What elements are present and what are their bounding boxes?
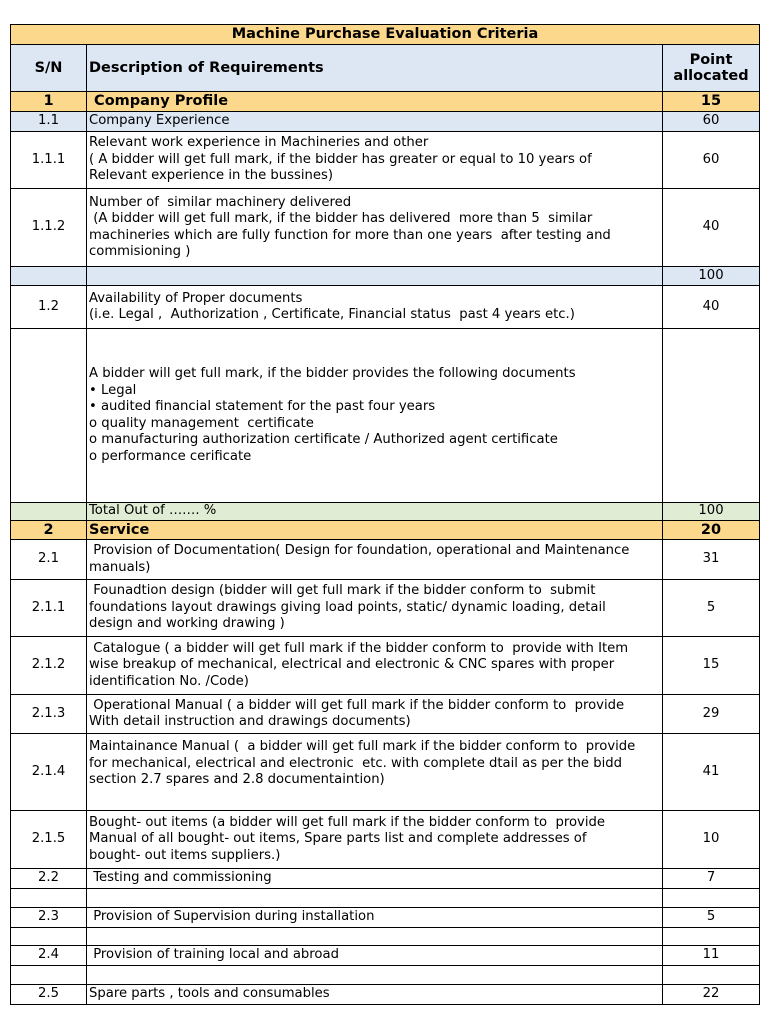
description-line: Provision of training local and abroad <box>89 947 339 963</box>
description-line: Relevant work experience in Machineries and other <box>89 135 429 151</box>
row-points: 60 <box>663 112 760 132</box>
row-sn: 2 <box>11 521 87 540</box>
description-line: o manufacturing authorization certificate / Authorized agent certificate <box>89 432 558 447</box>
row-points: 20 <box>663 521 760 540</box>
description-line: A bidder will get full mark, if the bidder provides the following documents <box>89 366 576 381</box>
table-row <box>11 112 760 132</box>
row-description <box>87 521 663 540</box>
row-sn <box>11 889 87 908</box>
row-points: 40 <box>663 189 760 267</box>
row-sn <box>11 503 87 521</box>
row-sn: 2.2 <box>11 869 87 889</box>
description-line: o quality management certificate <box>89 415 314 431</box>
sheet-title: Machine Purchase Evaluation Criteria <box>11 25 760 45</box>
description-line: ( A bidder will get full mark, if the bidder has greater or equal to 10 years of <box>89 151 592 167</box>
description-line: foundations layout drawings giving load points, static/ dynamic loading, detail <box>89 599 606 615</box>
row-sn <box>11 329 87 503</box>
header-points-line1: Point <box>689 51 733 68</box>
row-description <box>87 267 663 286</box>
table-row <box>11 928 760 946</box>
description-line: Relevant experience in the bussines) <box>89 168 334 184</box>
row-sn: 1.1.2 <box>11 189 87 267</box>
row-points: 40 <box>663 286 760 329</box>
row-sn: 2.1.3 <box>11 695 87 734</box>
row-description <box>87 734 663 811</box>
table-row <box>11 889 760 908</box>
row-sn <box>11 267 87 286</box>
row-sn: 2.5 <box>11 985 87 1005</box>
row-description <box>87 695 663 734</box>
row-sn: 2.4 <box>11 946 87 966</box>
table-row <box>11 286 760 329</box>
row-points: 15 <box>663 92 760 112</box>
table-row <box>11 267 760 286</box>
table-row <box>11 503 760 521</box>
description-line: Catalogue ( a bidder will get full mark if the bidder conform to provide with Item <box>89 640 629 656</box>
description-line: o performance cerificate <box>89 448 252 464</box>
row-description <box>87 329 663 503</box>
row-points: 22 <box>663 985 760 1005</box>
row-sn: 2.1.2 <box>11 637 87 695</box>
table-row <box>11 329 760 503</box>
row-description <box>87 540 663 580</box>
description-line: Founadtion design (bidder will get full mark if the bidder conform to submit <box>89 583 596 599</box>
table-row <box>11 734 760 811</box>
row-description <box>87 966 663 985</box>
description-line: Testing and commissioning <box>89 870 272 886</box>
row-description <box>87 112 663 132</box>
table-row <box>11 946 760 966</box>
row-points: 29 <box>663 695 760 734</box>
description-line: Number of similar machinery delivered <box>89 194 352 210</box>
row-sn: 2.3 <box>11 908 87 928</box>
row-points: 5 <box>663 908 760 928</box>
row-description <box>87 889 663 908</box>
table-row <box>11 580 760 637</box>
description-line: identification No. /Code) <box>89 673 249 689</box>
table-row <box>11 908 760 928</box>
table-row <box>11 966 760 985</box>
description-line: Operational Manual ( a bidder will get full mark if the bidder conform to provide <box>89 697 625 713</box>
table-row <box>11 132 760 189</box>
description-line: Maintainance Manual ( a bidder will get full mark if the bidder conform to provide <box>89 739 636 754</box>
row-sn: 1.2 <box>11 286 87 329</box>
evaluation-sheet <box>10 24 759 1005</box>
row-sn: 2.1.4 <box>11 734 87 811</box>
description-line: for mechanical, electrical and electronic etc. with complete dtail as per the bidd <box>89 755 623 771</box>
row-points: 41 <box>663 734 760 811</box>
row-points: 31 <box>663 540 760 580</box>
description-line: Service <box>89 521 150 538</box>
description-line: design and working drawing ) <box>89 616 285 632</box>
row-sn: 1.1.1 <box>11 132 87 189</box>
evaluation-table <box>10 24 760 1005</box>
row-description <box>87 811 663 869</box>
description-line: Bought- out items (a bidder will get full mark if the bidder conform to provide <box>89 814 606 830</box>
row-description <box>87 286 663 329</box>
description-line: Provision of Documentation( Design for foundation, operational and Maintenance <box>89 543 630 558</box>
row-points: 15 <box>663 637 760 695</box>
title-row <box>11 25 760 45</box>
row-points: 11 <box>663 946 760 966</box>
description-line: section 2.7 spares and 2.8 documentaintion) <box>89 772 385 787</box>
row-points: 10 <box>663 811 760 869</box>
header-points <box>663 45 760 92</box>
description-line: Provision of Supervision during installation <box>89 909 375 925</box>
row-description <box>87 92 663 112</box>
table-row <box>11 985 760 1005</box>
description-line: • Legal <box>89 382 137 398</box>
description-line: (i.e. Legal , Authorization , Certificate, Financial status past 4 years etc.) <box>89 307 575 322</box>
description-line: manuals) <box>89 559 151 575</box>
row-points: 60 <box>663 132 760 189</box>
description-line: Manual of all bought- out items, Spare parts list and complete addresses of <box>89 831 587 847</box>
row-description <box>87 503 663 521</box>
header-sn: S/N <box>11 45 87 92</box>
row-points <box>663 928 760 946</box>
row-points <box>663 329 760 503</box>
description-line: Availability of Proper documents <box>89 290 303 306</box>
description-line: bought- out items suppliers.) <box>89 847 281 863</box>
row-description <box>87 580 663 637</box>
description-line: With detail instruction and drawings documents) <box>89 714 411 729</box>
row-description <box>87 946 663 966</box>
row-points: 7 <box>663 869 760 889</box>
table-row <box>11 540 760 580</box>
row-sn: 2.1 <box>11 540 87 580</box>
row-description <box>87 908 663 928</box>
row-points: 100 <box>663 503 760 521</box>
description-line: • audited financial statement for the past four years <box>89 399 436 414</box>
row-sn: 1.1 <box>11 112 87 132</box>
description-line: machineries which are fully function for more than one years after testing and <box>89 227 611 243</box>
row-description <box>87 869 663 889</box>
row-sn: 2.1.1 <box>11 580 87 637</box>
table-row <box>11 92 760 112</box>
table-row <box>11 637 760 695</box>
row-points <box>663 966 760 985</box>
row-points <box>663 889 760 908</box>
description-line <box>89 789 660 806</box>
table-row <box>11 869 760 889</box>
row-points: 100 <box>663 267 760 286</box>
row-sn <box>11 928 87 946</box>
table-row <box>11 695 760 734</box>
table-row <box>11 811 760 869</box>
description-line: (A bidder will get full mark, if the bidder has delivered more than 5 similar <box>89 211 593 226</box>
row-description <box>87 637 663 695</box>
table-row <box>11 521 760 540</box>
table-row <box>11 189 760 267</box>
row-sn: 2.1.5 <box>11 811 87 869</box>
description-line: wise breakup of mechanical, electrical and electronic & CNC spares with proper <box>89 657 615 673</box>
row-sn: 1 <box>11 92 87 112</box>
row-description <box>87 189 663 267</box>
description-line: commisioning ) <box>89 244 191 259</box>
description-line: Total Out of ……. % <box>89 503 217 519</box>
row-points: 5 <box>663 580 760 637</box>
row-description <box>87 985 663 1005</box>
row-description <box>87 928 663 946</box>
description-line: Spare parts , tools and consumables <box>89 986 330 1002</box>
description-line: Company Experience <box>89 113 230 129</box>
row-description <box>87 132 663 189</box>
header-description: Description of Requirements <box>87 45 663 92</box>
row-sn <box>11 966 87 985</box>
description-line: Company Profile <box>89 93 229 110</box>
header-row <box>11 45 760 92</box>
header-points-line2: allocated <box>673 68 749 84</box>
